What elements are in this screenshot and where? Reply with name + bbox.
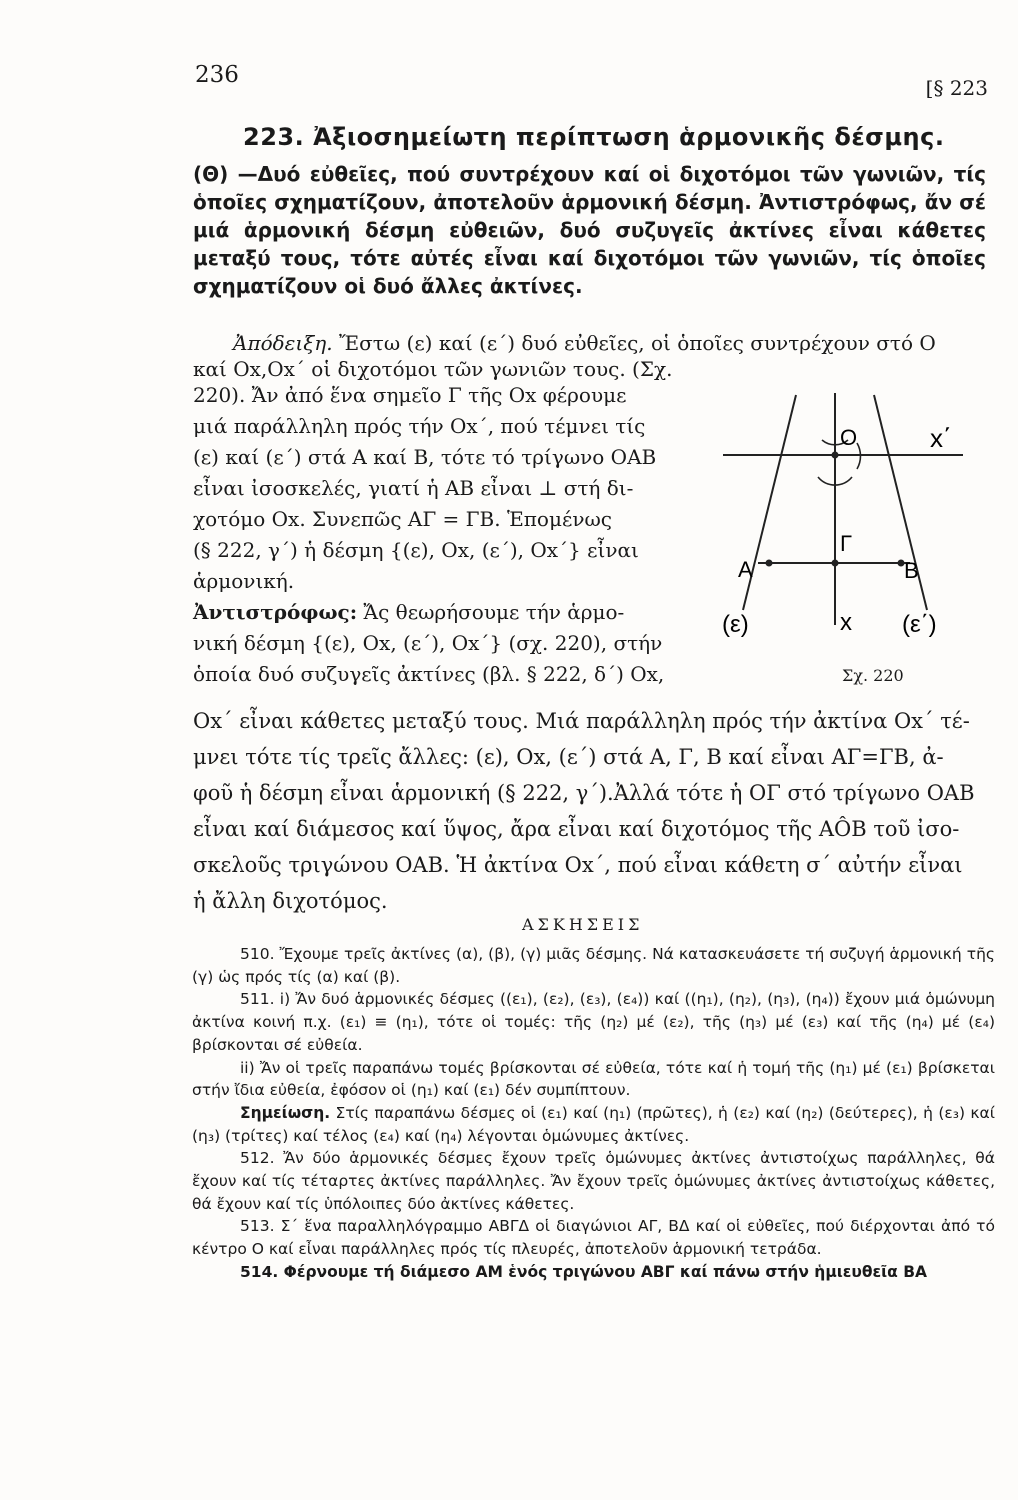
proof-label: Ἀπόδειξη.	[233, 331, 333, 355]
exercise-513: 513. Σ΄ ἕνα παραλληλόγραμμο ΑΒΓΔ οἱ διαγώνιοι ΑΓ, ΒΔ καί οἱ εὐθεῖες, πού διέρχονται ἀπό τό κέντρο Ο καί εἶναι παράλληλες πρός τίς πλευρές, ἀποτελοῦν ἁρμονική τετράδα.	[192, 1217, 995, 1259]
exercise-note	[192, 1102, 995, 1147]
proof-col-line: ἁρμονική.	[193, 569, 295, 593]
proof-col-line: εἶναι ἰσοσκελές, γιατί ἡ ΑΒ εἶναι ⊥ στή δι-	[193, 476, 634, 500]
exercise-511-ii: ii) Ἄν οἱ τρεῖς παραπάνω τομές βρίσκονται σέ εὐθεία, τότε καί ἡ τομή τῆς (η₁) μέ (ε₁) βρίσκεται στήν ἴδια εὐθεία, ἐφόσον οἱ (η₁) καί (ε₁) δέν συμπίπτουν.	[192, 1058, 995, 1100]
note-text: Στίς παραπάνω δέσμες οἱ (ε₁) καί (η₁) (πρῶτες), ἡ (ε₂) καί (η₂) (δεύτερες), ἡ (ε₃) καί (η₃) (τρίτες) καί τέλος (ε₄) καί (η₄) λέγονται ὁμώνυμες ἀκτίνες.	[192, 1103, 995, 1145]
proof-continued	[193, 703, 993, 919]
converse-line: νική δέσμη {(ε), Οx, (ε΄), Οx΄} (σχ. 220), στήν	[193, 631, 663, 655]
label-O: O	[840, 425, 858, 450]
point-O	[832, 452, 839, 459]
proof-col-line: 220). Ἄν ἀπό ἕνα σημεῖο Γ τῆς Οx φέρουμε	[193, 383, 627, 407]
label-e-prime: (ε΄)	[902, 611, 937, 638]
converse-label: Ἀντιστρόφως:	[193, 600, 358, 624]
exercise-510: 510. Ἔχουμε τρεῖς ἀκτίνες (α), (β), (γ) μιᾶς δέσμης. Νά κατασκευάσετε τή συζυγή ἁρμονική τῆς (γ) ὡς πρός τίς (α) καί (β).	[192, 945, 995, 986]
label-A: Α	[738, 557, 753, 582]
exercise-514: 514. Φέρνουμε τή διάμεσο ΑΜ ἑνός τριγώνου ΑΒΓ καί πάνω στήν ἡμιευθεῖα ΒΑ	[240, 1262, 928, 1281]
proof-line-2: καί Οx,Οx΄ οἱ διχοτόμοι τῶν γωνιῶν τους. (Σχ.	[193, 357, 673, 381]
proof-wide-line: εἶναι καί διάμεσος καί ὕψος, ἄρα εἶναι καί διχοτόμος τῆς ΑÔΒ τοῦ ἰσο-	[193, 817, 960, 841]
proof-wide-line: μνει τότε τίς τρεῖς ἄλλες: (ε), Οx, (ε΄) στά Α, Γ, Β καί εἶναι ΑΓ=ΓΒ, ἀ-	[193, 745, 944, 769]
exercise-512: 512. Ἄν δύο ἁρμονικές δέσμες ἔχουν τρεῖς ὁμώνυμες ἀκτίνες ἀντιστοίχως παράλληλες, θά ἔχουν καί τίς τέταρτες ἀκτίνες παράλληλες. Ἄν ἔχουν τρεῖς ὁμώνυμες ἀκτίνες ἀντιστοίχως κάθετες, θά ἔχουν καί τίς ὑπόλοιπες δύο ἀκτίνες κάθετες.	[192, 1149, 995, 1213]
page-number: 236	[195, 62, 239, 88]
label-x: x	[840, 609, 852, 636]
proof-wide-line: σκελοῦς τριγώνου ΟΑΒ. Ἡ ἀκτίνα Οx΄, πού εἶναι κάθετη σ΄ αὐτήν εἶναι	[193, 853, 963, 877]
label-G: Γ	[840, 531, 853, 556]
line-e-prime-upper	[874, 395, 927, 610]
proof-col-line: (§ 222, γ΄) ἡ δέσμη {(ε), Οx, (ε΄), Οx΄} εἶναι	[193, 538, 639, 562]
proof-column	[193, 380, 693, 690]
proof-col-line: (ε) καί (ε΄) στά Α καί Β, τότε τό τρίγωνο ΟΑΒ	[193, 445, 657, 469]
converse-line: ὁποία δυό συζυγεῖς ἀκτίνες (βλ. § 222, δ΄) Οx,	[193, 662, 665, 686]
point-A	[766, 560, 773, 567]
proof-wide-line: Οx΄ εἶναι κάθετες μεταξύ τους. Μιά παράλληλη πρός τήν ἀκτίνα Οx΄ τέ-	[193, 709, 970, 733]
exercises-heading: ΑΣΚΗΣΕΙΣ	[522, 915, 644, 934]
theorem-text: (Θ) —Δυό εὐθεῖες, πού συντρέχουν καί οἱ διχοτόμοι τῶν γωνιῶν, τίς ὁποῖες σχηματίζουν, ἀποτελοῦν ἁρμονική δέσμη. Ἀντιστρόφως, ἄν σέ μιά ἁρμονική δέσμη εὐθειῶν, δυό συζυγεῖς ἀκτίνες εἶναι κάθετες μεταξύ τους, τότε αὐτές εἶναι καί διχοτόμοι τῶν γωνιῶν, τίς ὁποῖες σχηματίζουν οἱ δυό ἄλλες ἀκτίνες.	[193, 162, 986, 298]
label-x-prime: x΄	[930, 423, 952, 453]
proof-col-line: χοτόμο Οx. Συνεπῶς ΑΓ = ΓΒ. Ἑπομένως	[193, 507, 613, 531]
note-label: Σημείωση.	[240, 1103, 331, 1122]
exercises-list	[192, 943, 995, 1284]
converse-line-text: Ἄς θεωρήσουμε τήν ἁρμο-	[357, 600, 625, 624]
label-e: (ε)	[722, 611, 749, 638]
label-B: Β	[904, 558, 919, 583]
proof-line-1-text: Ἔστω (ε) καί (ε΄) δυό εὐθεῖες, οἱ ὁποῖες συντρέχουν στό Ο	[338, 331, 936, 355]
proof-col-line: μιά παράλληλη πρός τήν Οx΄, πού τέμνει τίς	[193, 414, 646, 438]
point-G	[832, 560, 839, 567]
proof-wide-line: φοῦ ἡ δέσμη εἶναι ἁρμονική (§ 222, γ΄).Ἀλλά τότε ἡ ΟΓ στό τρίγωνο ΟΑΒ	[193, 781, 975, 805]
proof-line-1	[193, 330, 993, 356]
figure-diagram	[718, 385, 968, 655]
section-title: 223. Ἀξιοσημείωτη περίπτωση ἁρμονικῆς δέσμης.	[243, 123, 945, 151]
proof-intro	[193, 330, 993, 382]
converse-line	[193, 597, 693, 628]
section-reference: [§ 223	[925, 76, 988, 100]
figure-220	[718, 385, 968, 659]
proof-wide-line: ἡ ἄλλη διχοτόμος.	[193, 889, 388, 913]
figure-caption: Σχ. 220	[842, 666, 904, 685]
exercise-511-i: 511. i) Ἄν δυό ἁρμονικές δέσμες ((ε₁), (ε₂), (ε₃), (ε₄)) καί ((η₁), (η₂), (η₃), (η₄)) ἔχουν μιά ὁμώνυμη ἀκτίνα κοινή π.χ. (ε₁) ≡ (η₁), τότε οἱ τομές: τῆς (η₂) μέ (ε₂), τῆς (η₃) μέ (ε₃) καί τῆς (η₄) μέ (ε₄) βρίσκονται σέ εὐθεία.	[192, 990, 995, 1054]
